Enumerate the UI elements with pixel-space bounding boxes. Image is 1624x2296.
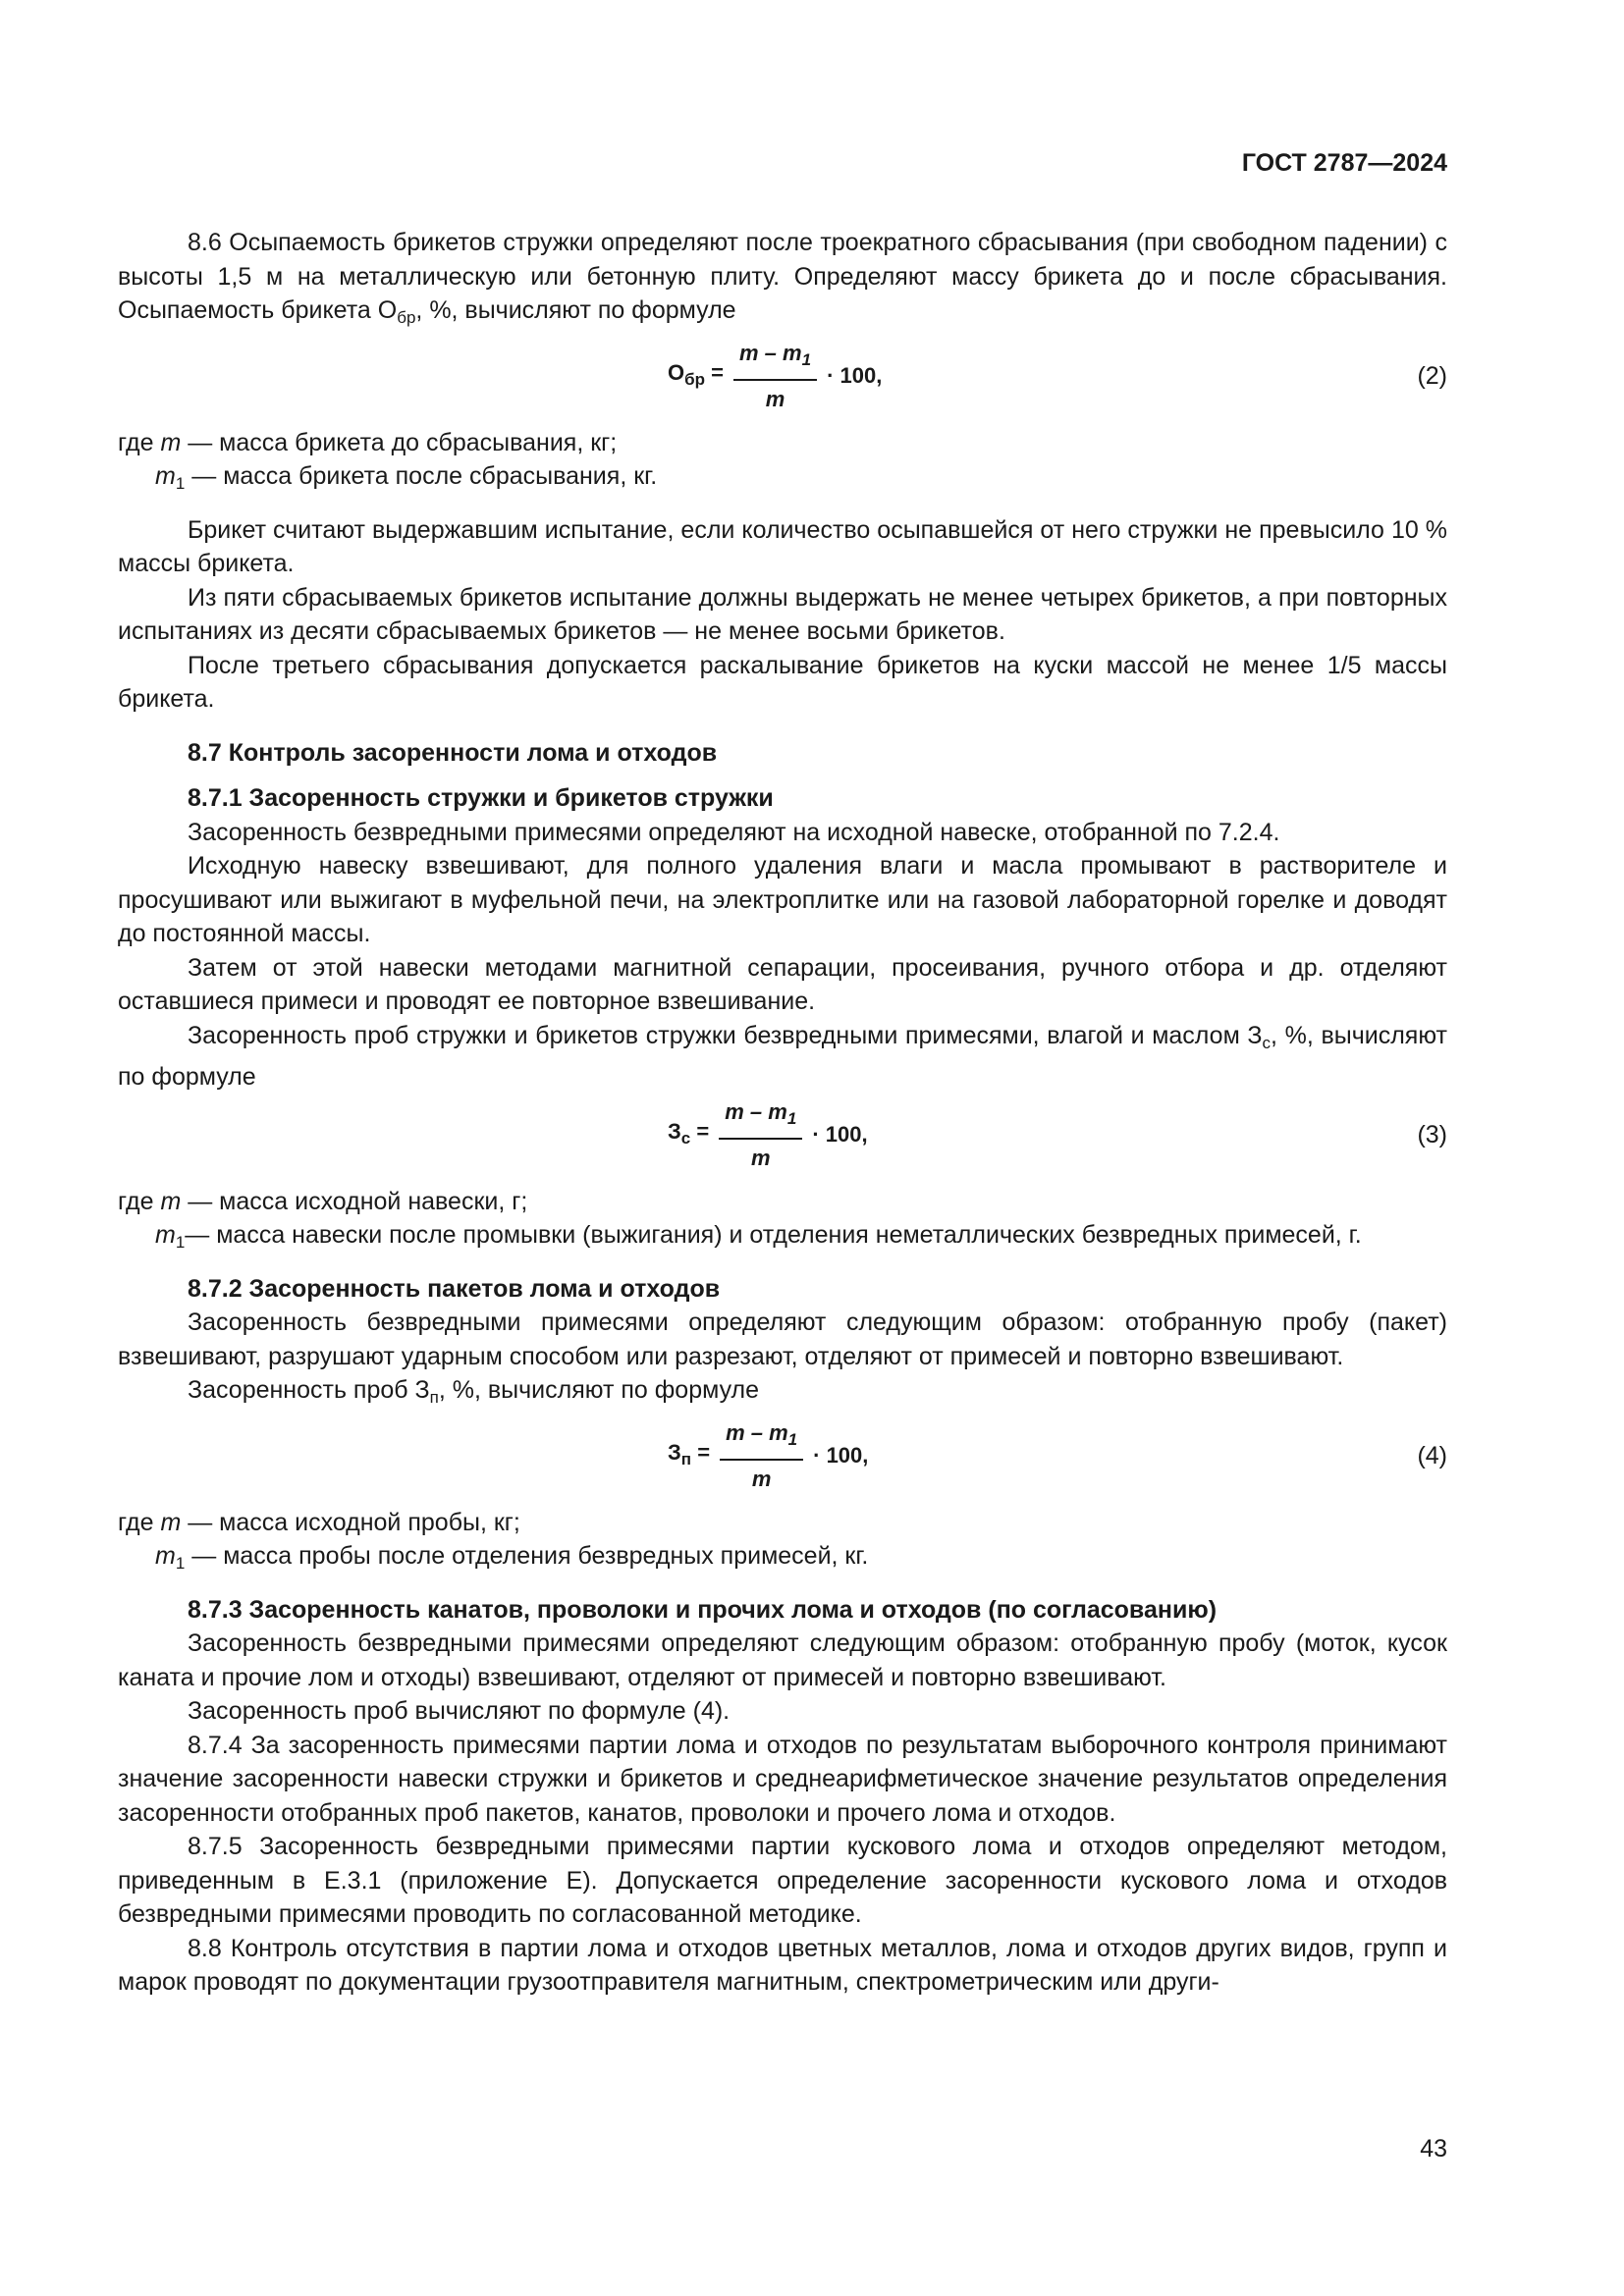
paragraph: Засоренность проб стружки и брикетов стружки безвредными примесями, влагой и маслом $З_с$, %, вычисляют по формуле xyxy=(118,1021,1447,1091)
where-block-3: где m — масса исходной навески, г; $m_1$ — масса навески после промывки (выжигания) и отделения неметаллических безвредных примесей, г. xyxy=(118,1187,1362,1252)
formula-3: $З_с$ = $\frac{m - m_1}{m}$ · 100, (3) xyxy=(668,1098,1447,1170)
where-block-2: где m — масса брикета до сбрасывания, кг; $m_1$ — масса брикета после сбрасывания, кг. xyxy=(118,428,658,493)
paragraph-8-7-4: 8.7.4 За засоренность примесями партии лома и отходов по результатам выборочного контроля принимают значение засоренности навески стружки и брикетов и среднеарифметическое значение результатов определения засоренности отобранных проб пакетов, канатов, проволоки и прочего лома и отходов. xyxy=(118,1731,1447,1827)
paragraph: После третьего сбрасывания допускается раскалывание брикетов на куски массой не менее 1/5 массы брикета. xyxy=(118,651,1447,713)
formula-4: $З_п$ = $\frac{m - m_1}{m}$ · 100, (4) xyxy=(668,1419,1447,1491)
formula-number: (4) xyxy=(1417,1441,1447,1469)
subsection-heading-8-7-3: 8.7.3 Засоренность канатов, проволоки и прочих лома и отходов (по согласованию) xyxy=(188,1595,1218,1624)
formula-number: (2) xyxy=(1417,361,1447,390)
paragraph: Затем от этой навески методами магнитной сепарации, просеивания, ручного отбора и др. отделяют оставшиеся примеси и проводят ее повторное взвешивание. xyxy=(118,953,1447,1015)
paragraph: Брикет считают выдержавшим испытание, если количество осыпавшейся от него стружки не превысило 10 % массы брикета. xyxy=(118,515,1447,577)
paragraph-8-8: 8.8 Контроль отсутствия в партии лома и отходов цветных металлов, лома и отходов других видов, групп и марок проводят по документации грузоотправителя магнитным, спектрометрическим или други- xyxy=(118,1934,1447,1996)
formula-number: (3) xyxy=(1417,1120,1447,1148)
where-block-4: где m — масса исходной пробы, кг; $m_1$ — масса пробы после отделения безвредных примесей, кг. xyxy=(118,1508,869,1573)
document-code: ГОСТ 2787—2024 xyxy=(1241,149,1447,177)
formula-2: $О_{бр}$ = $\frac{m - m_1}{m}$ · 100, (2) xyxy=(668,340,1447,411)
subsection-heading-8-7-2: 8.7.2 Засоренность пакетов лома и отходов xyxy=(188,1274,721,1303)
paragraph: Из пяти сбрасываемых брикетов испытание должны выдержать не менее четырех брикетов, а при повторных испытаниях из десяти сбрасываемых брикетов — не менее восьми брикетов. xyxy=(118,583,1447,645)
paragraph: Засоренность безвредными примесями определяют следующим образом: отобранную пробу (моток, кусок каната и прочие лом и отходы) взвешивают, отделяют от примесей и повторно взвешивают. xyxy=(118,1629,1447,1691)
paragraph: Засоренность проб $З_п$, %, вычисляют по формуле xyxy=(188,1376,760,1407)
subsection-heading-8-7-1: 8.7.1 Засоренность стружки и брикетов стружки xyxy=(188,784,774,812)
section-heading-8-7: 8.7 Контроль засоренности лома и отходов xyxy=(188,738,718,767)
paragraph-8-7-5: 8.7.5 Засоренность безвредными примесями партии кускового лома и отходов определяют методом, приведенным в Е.3.1 (приложение Е). Допускается определение засоренности кускового лома и отходов безвредными примесями проводить по согласованной методике. xyxy=(118,1833,1447,1928)
paragraph: Засоренность безвредными примесями определяют на исходной навеске, отобранной по 7.2.4. xyxy=(188,818,1280,846)
paragraph-8-6: 8.6 Осыпаемость брикетов стружки определяют после троекратного сбрасывания (при свободном падении) с высоты 1,5 м на металлическую или бетонную плиту. Определяют массу брикета до и после сбрасывания. Осыпаемость брикета $О_{бр}$, %, вычисляют по формуле xyxy=(118,229,1447,327)
page-body xyxy=(118,226,1447,2000)
paragraph: Засоренность безвредными примесями определяют следующим образом: отобранную пробу (пакет) взвешивают, разрушают ударным способом или разрезают, отделяют от примесей и повторно взвешивают. xyxy=(118,1308,1447,1370)
paragraph: Засоренность проб вычисляют по формуле (4). xyxy=(188,1697,731,1725)
page-number: 43 xyxy=(1420,2135,1447,2163)
paragraph: Исходную навеску взвешивают, для полного удаления влаги и масла промывают в растворителе и просушивают или выжигают в муфельной печи, на электроплитке или на газовой лабораторной горелке и доводят до постоянной массы. xyxy=(118,852,1447,947)
